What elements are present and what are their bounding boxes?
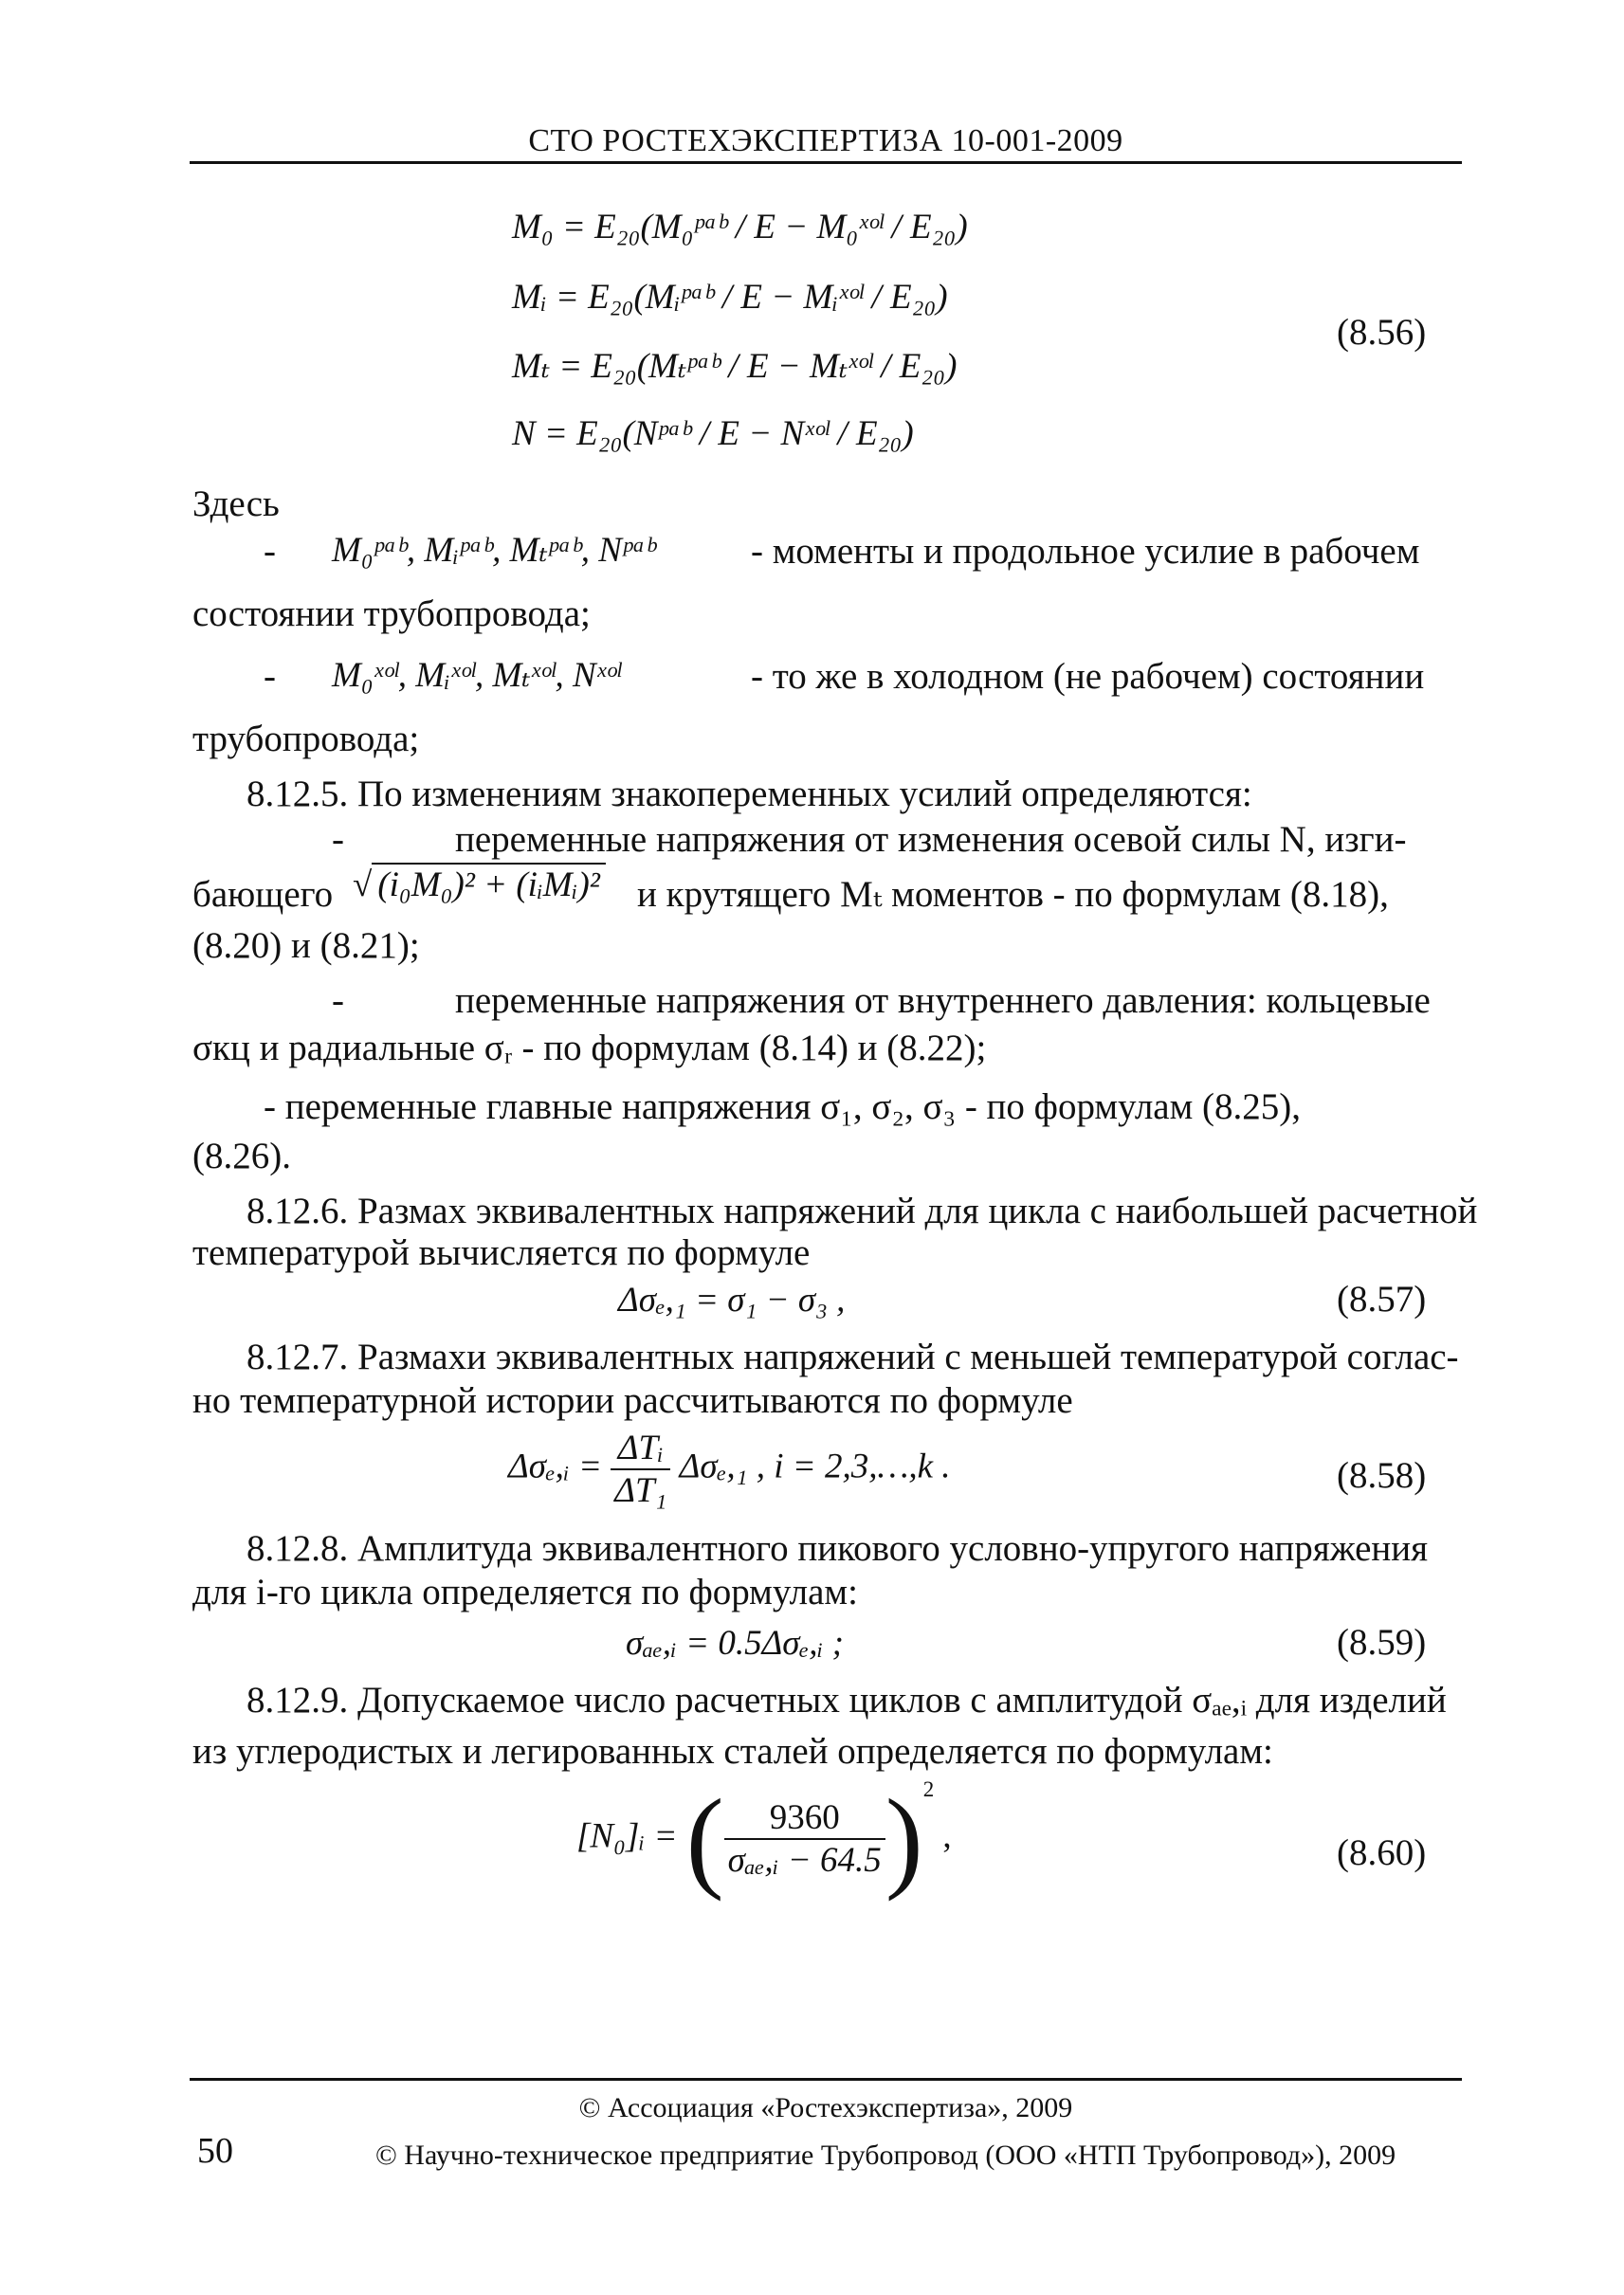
eq-8-60-lhs: [N₀]ᵢ = (576, 1816, 678, 1856)
eq-8-60-number: (8.60) (1337, 1832, 1427, 1873)
eq-8-58-numerator: ΔTᵢ (611, 1428, 670, 1470)
item-c-line1: - переменные главные напряжения σ₁, σ₂, σ₃ - по формулам (8.25), (264, 1086, 1301, 1127)
item-b-line2: σкц и радиальные σᵣ - по формулам (8.14) и (8.22); (192, 1028, 987, 1068)
eq-8-58-number: (8.58) (1337, 1455, 1427, 1496)
item2-symbols: M₀ˣᵒˡ, Mᵢˣᵒˡ, Mₜˣᵒˡ, Nˣᵒˡ (332, 656, 621, 695)
eq-8-60-numerator: 9360 (724, 1797, 885, 1840)
eq-8-60-exponent: 2 (922, 1777, 935, 1802)
running-header: СТО РОСТЕХЭКСПЕРТИЗА 10-001-2009 (528, 123, 1123, 158)
eq-8-56-line-3: Mₜ = E₂₀(Mₜᵖᵃᵇ / E − Mₜˣᵒˡ / E₂₀) (512, 347, 958, 386)
eq-8-57-number: (8.57) (1337, 1279, 1427, 1320)
here-label: Здесь (192, 483, 280, 524)
item2-dash: - (264, 656, 276, 697)
para-8-12-9-line1: 8.12.9. Допускаемое число расчетных циклов с амплитудой σₐₑ,ᵢ для изделий (246, 1680, 1447, 1721)
para-8-12-9-line2: из углеродистых и легированных сталей определяется по формулам: (192, 1731, 1273, 1772)
item1-text: - моменты и продольное усилие в рабочем (751, 531, 1420, 572)
eq-8-56-line-2: Mᵢ = E₂₀(Mᵢᵖᵃᵇ / E − Mᵢˣᵒˡ / E₂₀) (512, 278, 948, 317)
eq-8-60-fraction (724, 1797, 885, 1881)
header-rule (190, 161, 1462, 164)
item-a-line2-pre: бающего (192, 874, 334, 915)
copyright-association: © Ассоциация «Ростехэкспертиза», 2009 (578, 2092, 1073, 2123)
para-8-12-7-line1: 8.12.7. Размахи эквивалентных напряжений с меньшей температурой соглас- (246, 1337, 1459, 1377)
eq-8-59: σₐₑ,ᵢ = 0.5Δσₑ,ᵢ ; (626, 1624, 844, 1663)
eq-8-59-number: (8.59) (1337, 1622, 1427, 1663)
para-8-12-6-line2: температурой вычисляется по формуле (192, 1232, 811, 1273)
para-8-12-6-line1: 8.12.6. Размах эквивалентных напряжений для цикла с наибольшей расчетной (246, 1191, 1478, 1231)
eq-8-56-number: (8.56) (1337, 312, 1427, 353)
eq-8-56-line-1: M₀ = E₂₀(M₀ᵖᵃᵇ / E − M₀ˣᵒˡ / E₂₀) (512, 208, 968, 246)
eq-8-58-rhs: Δσₑ,₁ , i = 2,3,…,k . (679, 1447, 951, 1486)
item-b-dash: - (332, 980, 344, 1021)
item-a-line3: (8.20) и (8.21); (192, 925, 420, 966)
footer-rule (190, 2078, 1462, 2081)
sqrt-expression: √ (i₀M₀)² + (iᵢMᵢ)² (353, 863, 606, 905)
right-paren: ) (885, 1776, 923, 1902)
copyright-enterprise: © Научно-техническое предприятие Трубопровод (ООО «НТП Трубопровод»), 2009 (375, 2140, 1396, 2171)
para-8-12-5: 8.12.5. По изменениям знакопеременных усилий определяются: (246, 774, 1252, 814)
eq-8-58 (508, 1428, 951, 1511)
item-a-line1: переменные напряжения от изменения осевой силы N, изги- (455, 819, 1407, 860)
eq-8-58-fraction (611, 1428, 670, 1511)
item-a-dash: - (332, 819, 344, 860)
eq-8-60-denominator: σₐₑ,ᵢ − 64.5 (727, 1841, 882, 1880)
para-8-12-8-line2: для i-го цикла определяется по формулам: (192, 1572, 858, 1612)
para-8-12-8-line1: 8.12.8. Амплитуда эквивалентного пикового условно-упругого напряжения (246, 1528, 1429, 1569)
sqrt-radicand: (i₀M₀)² + (iᵢMᵢ)² (372, 863, 606, 905)
item1-continuation: состоянии трубопровода; (192, 593, 591, 634)
left-paren: ( (685, 1776, 724, 1902)
item2-text: - то же в холодном (не рабочем) состоянии (751, 656, 1425, 697)
eq-8-58-denominator: ΔT₁ (614, 1471, 667, 1510)
page-number: 50 (197, 2131, 233, 2171)
eq-8-58-lhs: Δσₑ,ᵢ = (508, 1447, 602, 1486)
para-8-12-7-line2: но температурной истории рассчитываются по формуле (192, 1380, 1073, 1421)
item-a-line2-post: и крутящего Mₜ моментов - по формулам (8.18), (637, 874, 1389, 915)
eq-8-57: Δσₑ,₁ = σ₁ − σ₃ , (618, 1281, 846, 1320)
eq-8-60-tail: , (942, 1816, 952, 1856)
item-b-line1: переменные напряжения от внутреннего давления: кольцевые (455, 980, 1431, 1021)
item1-symbols: M₀ᵖᵃᵇ, Mᵢᵖᵃᵇ, Mₜᵖᵃᵇ, Nᵖᵃᵇ (332, 531, 656, 570)
eq-8-56-line-4: N = E₂₀(Nᵖᵃᵇ / E − Nˣᵒˡ / E₂₀) (512, 414, 914, 453)
item-c-line2: (8.26). (192, 1136, 291, 1176)
item2-continuation: трубопровода; (192, 719, 420, 759)
item1-dash: - (264, 531, 276, 572)
eq-8-60 (576, 1776, 952, 1902)
